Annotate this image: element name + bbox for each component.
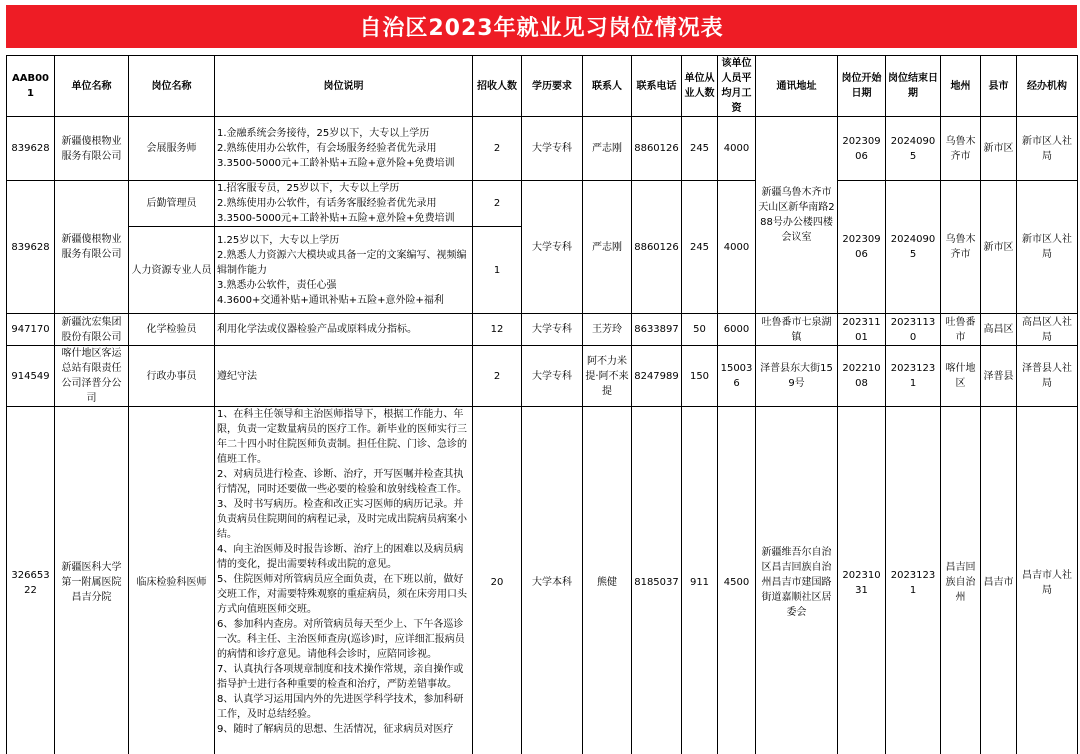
cell-prefecture[interactable]: 乌鲁木齐市 xyxy=(941,181,981,314)
cell-id[interactable]: 914549 xyxy=(7,346,55,407)
header-cell: 岗位名称 xyxy=(129,56,215,117)
header-cell: 单位名称 xyxy=(55,56,129,117)
cell-staff[interactable]: 150 xyxy=(682,346,718,407)
cell-end[interactable]: 20240905 xyxy=(886,181,941,314)
cell-wage[interactable]: 4500 xyxy=(718,407,756,754)
cell-unit[interactable]: 新疆医科大学第一附属医院昌吉分院 xyxy=(55,407,129,754)
cell-agency[interactable]: 泽普县人社局 xyxy=(1017,346,1078,407)
desc-line: 4、向主治医师及时报告诊断、治疗上的困难以及病员病情的变化，提出需要转科或出院的意见。 xyxy=(217,544,464,570)
cell-staff[interactable]: 245 xyxy=(682,181,718,314)
cell-end[interactable]: 20240905 xyxy=(886,117,941,181)
cell-count[interactable]: 1 xyxy=(473,227,522,314)
cell-address[interactable]: 吐鲁番市七泉湖镇 xyxy=(756,314,838,346)
cell-prefecture[interactable]: 喀什地区 xyxy=(941,346,981,407)
cell-desc[interactable] xyxy=(215,314,473,346)
desc-line: 5、住院医师对所管病员应全面负责，在下班以前，做好交班工作，对需要特殊观察的重症病员，须在床旁用口头方式向值班医师交班。 xyxy=(217,574,467,615)
cell-prefecture[interactable]: 昌吉回族自治州 xyxy=(941,407,981,754)
header-cell: 岗位结束日期 xyxy=(886,56,941,117)
desc-line: 2.熟悉人力资源六大模块或具备一定的文案编写、视频编辑制作能力 xyxy=(217,249,467,276)
desc-line: 3.3500-5000元+工龄补贴+五险+意外险+免费培训 xyxy=(217,158,455,169)
cell-id[interactable]: 947170 xyxy=(7,314,55,346)
cell-post[interactable]: 临床检验科医师 xyxy=(129,407,215,754)
cell-staff[interactable]: 245 xyxy=(682,117,718,181)
table-row xyxy=(7,314,1078,346)
cell-edu[interactable]: 大学专科 xyxy=(522,346,583,407)
table-row xyxy=(7,181,1078,227)
jobs-table xyxy=(6,55,1078,754)
cell-phone[interactable]: 8185037 xyxy=(632,407,682,754)
cell-start[interactable]: 20231101 xyxy=(838,314,886,346)
cell-prefecture[interactable]: 乌鲁木齐市 xyxy=(941,117,981,181)
cell-unit[interactable]: 新疆傻根物业服务有限公司 xyxy=(55,117,129,181)
cell-agency[interactable]: 昌吉市人社局 xyxy=(1017,407,1078,754)
cell-count[interactable]: 12 xyxy=(473,314,522,346)
cell-agency[interactable]: 高昌区人社局 xyxy=(1017,314,1078,346)
cell-phone[interactable]: 8633897 xyxy=(632,314,682,346)
cell-count[interactable]: 20 xyxy=(473,407,522,754)
desc-line: 2、对病员进行检查、诊断、治疗，开写医嘱并检查其执行情况，同时还要做一些必要的检验和放射线检查工作。 xyxy=(217,469,467,495)
cell-address[interactable]: 泽普县东大街159号 xyxy=(756,346,838,407)
desc-line: 遵纪守法 xyxy=(217,370,257,382)
cell-post[interactable]: 人力资源专业人员 xyxy=(129,227,215,314)
header-cell: 学历要求 xyxy=(522,56,583,117)
desc-line: 2.熟练使用办公软件，有会场服务经验者优先录用 xyxy=(217,143,437,154)
cell-staff[interactable]: 50 xyxy=(682,314,718,346)
cell-agency[interactable]: 新市区人社局 xyxy=(1017,117,1078,181)
header-cell: 单位从业人数 xyxy=(682,56,718,117)
header-cell: 岗位说明 xyxy=(215,56,473,117)
header-cell: 联系电话 xyxy=(632,56,682,117)
sheet-title: 自治区2023年就业见习岗位情况表 xyxy=(6,5,1077,48)
cell-unit[interactable]: 喀什地区客运总站有限责任公司泽普分公司 xyxy=(55,346,129,407)
cell-county[interactable]: 昌吉市 xyxy=(981,407,1017,754)
cell-address[interactable]: 新疆乌鲁木齐市天山区新华南路288号办公楼四楼会议室 xyxy=(756,117,838,314)
header-cell: 通讯地址 xyxy=(756,56,838,117)
header-cell: 联系人 xyxy=(583,56,632,117)
cell-wage[interactable]: 4000 xyxy=(718,117,756,181)
header-cell: 县市 xyxy=(981,56,1017,117)
cell-wage[interactable]: 4000 xyxy=(718,181,756,314)
cell-id[interactable]: 839628 xyxy=(7,181,55,314)
cell-prefecture[interactable]: 吐鲁番市 xyxy=(941,314,981,346)
cell-contact[interactable]: 王芳玲 xyxy=(583,314,632,346)
cell-wage[interactable]: 6000 xyxy=(718,314,756,346)
cell-post[interactable]: 行政办事员 xyxy=(129,346,215,407)
cell-start[interactable]: 20231031 xyxy=(838,407,886,754)
table-row xyxy=(7,346,1078,407)
cell-post[interactable]: 后勤管理员 xyxy=(129,181,215,227)
cell-desc[interactable] xyxy=(215,117,473,181)
desc-line: 3.熟悉办公软件，责任心强 xyxy=(217,279,337,291)
cell-county[interactable]: 新市区 xyxy=(981,181,1017,314)
cell-unit[interactable]: 新疆傻根物业服务有限公司 xyxy=(55,181,129,314)
cell-edu[interactable]: 大学专科 xyxy=(522,181,583,314)
cell-desc[interactable] xyxy=(215,407,473,754)
cell-desc[interactable] xyxy=(215,346,473,407)
cell-phone[interactable]: 8860126 xyxy=(632,181,682,314)
cell-unit[interactable]: 新疆沈宏集团股份有限公司 xyxy=(55,314,129,346)
cell-address[interactable]: 新疆维吾尔自治区昌吉回族自治州昌吉市建国路街道嘉顺社区居委会 xyxy=(756,407,838,754)
table-row xyxy=(7,407,1078,754)
desc-line: 2.熟练使用办公软件，有话务客服经验者优先录用 xyxy=(217,198,437,209)
desc-line: 3.3500-5000元+工龄补贴+五险+意外险+免费培训 xyxy=(217,213,455,224)
cell-contact[interactable]: 严志刚 xyxy=(583,117,632,181)
cell-edu[interactable]: 大学专科 xyxy=(522,117,583,181)
cell-edu[interactable]: 大学本科 xyxy=(522,407,583,754)
desc-line: 1、在科主任领导和主治医师指导下，根据工作能力、年限，负责一定数量病员的医疗工作。新毕业的医师实行三年二十四小时住院医师负责制。担任住院、门诊、急诊的值班工作。 xyxy=(217,409,467,465)
desc-line: 1.金融系统会务接待，25岁以下，大专以上学历 xyxy=(217,128,430,139)
cell-start[interactable]: 20221008 xyxy=(838,346,886,407)
cell-desc[interactable] xyxy=(215,227,473,314)
header-cell: 招收人数 xyxy=(473,56,522,117)
cell-end[interactable]: 20231231 xyxy=(886,407,941,754)
table-row xyxy=(7,117,1078,181)
desc-line: 6、参加科内查房。对所管病员每天至少上、下午各巡诊一次。科主任、主治医师查房(巡诊)时，应详细汇报病员的病情和诊疗意见。请他科会诊时，应陪同诊视。 xyxy=(217,619,465,660)
cell-post[interactable]: 会展服务师 xyxy=(129,117,215,181)
desc-clip xyxy=(217,407,470,754)
cell-staff[interactable]: 911 xyxy=(682,407,718,754)
header-row xyxy=(7,56,1078,117)
cell-edu[interactable]: 大学专科 xyxy=(522,314,583,346)
cell-count[interactable]: 2 xyxy=(473,346,522,407)
desc-line: 1.25岁以下，大专以上学历 xyxy=(217,234,340,246)
desc-line: 4.3600+交通补贴+通讯补贴+五险+意外险+福利 xyxy=(217,294,444,306)
cell-wage[interactable]: 150036 xyxy=(718,346,756,407)
cell-id[interactable]: 839628 xyxy=(7,117,55,181)
cell-end[interactable]: 20231231 xyxy=(886,346,941,407)
cell-count[interactable]: 2 xyxy=(473,117,522,181)
header-cell: AAB001 xyxy=(7,56,55,117)
cell-contact[interactable]: 熊健 xyxy=(583,407,632,754)
header-cell: 经办机构 xyxy=(1017,56,1078,117)
cell-county[interactable]: 新市区 xyxy=(981,117,1017,181)
desc-line: 8、认真学习运用国内外的先进医学科学技术，参加科研工作，及时总结经验。 xyxy=(217,694,464,720)
desc-line: 7、认真执行各项规章制度和技术操作常规，亲自操作或指导护士进行各种重要的检查和治疗，严防差错事故。 xyxy=(217,664,464,690)
cell-start[interactable]: 20230906 xyxy=(838,181,886,314)
cell-end[interactable]: 20231130 xyxy=(886,314,941,346)
cell-desc[interactable] xyxy=(215,181,473,227)
cell-agency[interactable]: 新市区人社局 xyxy=(1017,181,1078,314)
desc-line: 利用化学法或仪器检验产品或原料成分指标。 xyxy=(217,324,417,335)
desc-line: 9、随时了解病员的思想、生活情况，征求病员对医疗 xyxy=(217,724,454,735)
header-cell: 地州 xyxy=(941,56,981,117)
cell-id[interactable]: 32665322 xyxy=(7,407,55,754)
cell-phone[interactable]: 8247989 xyxy=(632,346,682,407)
header-cell: 岗位开始日期 xyxy=(838,56,886,117)
cell-start[interactable]: 20230906 xyxy=(838,117,886,181)
desc-line: 3、及时书写病历。检查和改正实习医师的病历记录。并负责病员住院期间的病程记录，及时完成出院病员病案小结。 xyxy=(217,499,467,540)
cell-contact[interactable]: 严志刚 xyxy=(583,181,632,314)
cell-count[interactable]: 2 xyxy=(473,181,522,227)
cell-post[interactable]: 化学检验员 xyxy=(129,314,215,346)
cell-contact[interactable]: 阿不力米提·阿不来提 xyxy=(583,346,632,407)
cell-county[interactable]: 高昌区 xyxy=(981,314,1017,346)
cell-phone[interactable]: 8860126 xyxy=(632,117,682,181)
cell-county[interactable]: 泽普县 xyxy=(981,346,1017,407)
desc-line: 1.招客服专员，25岁以下，大专以上学历 xyxy=(217,183,400,194)
header-cell: 该单位人员平均月工资 xyxy=(718,56,756,117)
